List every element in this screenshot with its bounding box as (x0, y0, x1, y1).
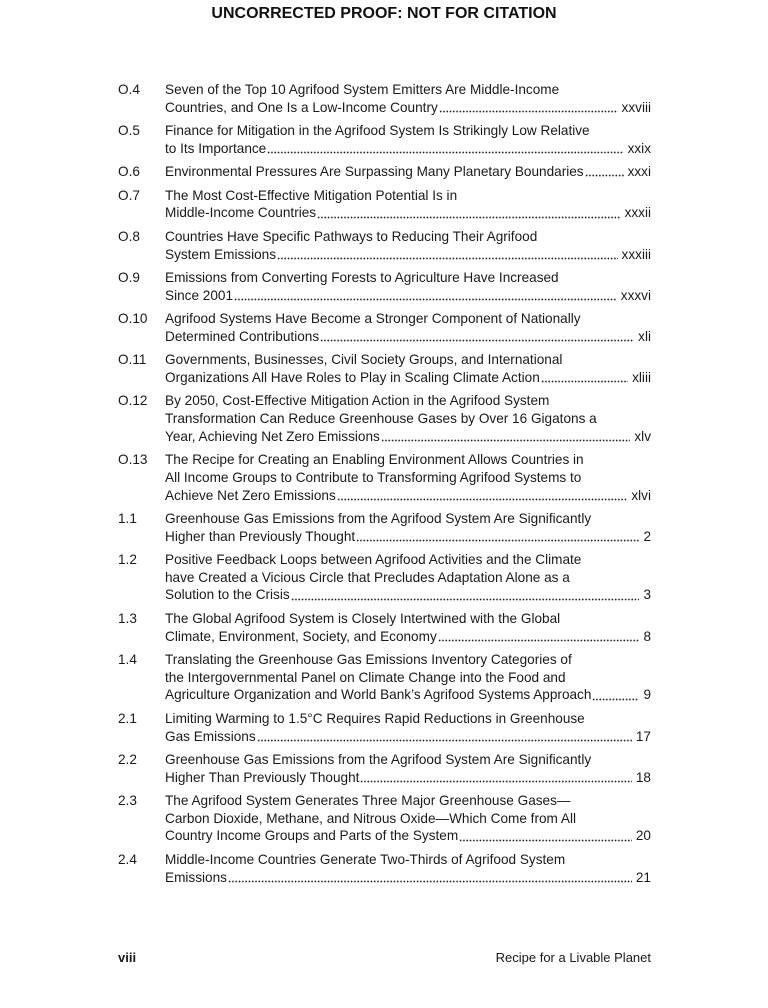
title-line: By 2050, Cost-Effective Mitigation Action in the Agrifood System (165, 393, 550, 409)
page-number: xlvi (631, 487, 651, 503)
title-line: Middle-Income Countries (165, 205, 317, 221)
toc-entry (118, 187, 651, 222)
page-number: 9 (643, 687, 651, 703)
title-line: Governments, Businesses, Civil Society Groups, and International (165, 352, 563, 368)
page-number: xxix (627, 140, 651, 156)
title-line: Gas Emissions (165, 728, 256, 744)
dot-leader (234, 287, 617, 305)
title-line: Carbon Dioxide, Methane, and Nitrous Oxide—Which Come from All (165, 810, 577, 826)
title-line: Countries Have Specific Pathways to Reducing Their Agrifood (165, 228, 538, 244)
title-line-with-page (165, 869, 651, 887)
title-line: Environmental Pressures Are Surpassing Many Planetary Boundaries (165, 164, 584, 180)
toc-entry (118, 451, 651, 504)
title-line: Agrifood Systems Have Become a Stronger Component of Nationally (165, 311, 581, 327)
figure-number: 2.3 (118, 793, 137, 809)
entry-title (165, 451, 651, 504)
entry-title (165, 187, 651, 222)
title-line: have Created a Vicious Circle that Precludes Adaptation Alone as a (165, 569, 570, 585)
title-line: System Emissions (165, 246, 277, 262)
dot-leader (459, 827, 632, 845)
title-line: Determined Contributions (165, 328, 320, 344)
toc-entry (118, 310, 651, 345)
title-line: Greenhouse Gas Emissions from the Agrifood System Are Significantly (165, 751, 592, 767)
page-number: 20 (635, 828, 651, 844)
figure-number: 1.1 (118, 510, 137, 526)
figure-number: 1.3 (118, 610, 137, 626)
toc-entry (118, 122, 651, 157)
toc-entry (118, 228, 651, 263)
title-line-with-page (165, 369, 651, 387)
page-number: 18 (635, 769, 651, 785)
toc-entry (118, 851, 651, 886)
title-line-with-page (165, 827, 651, 845)
page-number: xlv (634, 428, 651, 444)
dot-leader (381, 428, 631, 446)
figure-number: O.9 (118, 269, 140, 285)
title-line: Emissions (165, 869, 227, 885)
entry-title (165, 163, 651, 181)
entry-title (165, 228, 651, 263)
toc-entry (118, 751, 651, 786)
figure-number: 1.4 (118, 652, 137, 668)
entry-title (165, 851, 651, 886)
toc-entry (118, 551, 651, 604)
toc-entry (118, 392, 651, 445)
dot-leader (267, 140, 623, 158)
dot-leader (317, 204, 620, 222)
figure-number: O.11 (118, 352, 147, 368)
proof-notice: UNCORRECTED PROOF: NOT FOR CITATION (211, 5, 557, 22)
title-line: Climate, Environment, Society, and Economy (165, 628, 437, 644)
title-line-with-page (165, 487, 651, 505)
page-number: xxxi (627, 164, 651, 180)
title-line: Solution to the Crisis (165, 587, 290, 603)
entry-title (165, 310, 651, 345)
figure-number: 2.2 (118, 751, 137, 767)
title-line: Since 2001 (165, 287, 234, 303)
page-number: 17 (635, 728, 651, 744)
entry-title (165, 551, 651, 604)
title-line: Country Income Groups and Parts of the System (165, 828, 459, 844)
page-number: 3 (643, 587, 651, 603)
title-line: Higher Than Previously Thought (165, 769, 360, 785)
entry-title (165, 81, 651, 116)
dot-leader (277, 246, 618, 264)
entry-title (165, 122, 651, 157)
dot-leader (438, 628, 640, 646)
title-line-with-page (165, 204, 651, 222)
dot-leader (439, 99, 618, 117)
figure-number: O.13 (118, 452, 148, 468)
title-line: Higher than Previously Thought (165, 528, 356, 544)
toc-entry (118, 651, 651, 704)
title-line: Limiting Warming to 1.5°C Requires Rapid Reductions in Greenhouse (165, 710, 585, 726)
title-line-with-page (165, 586, 651, 604)
entry-title (165, 751, 651, 786)
page-number: xli (638, 328, 651, 344)
entry-title (165, 510, 651, 545)
page-footer (118, 950, 651, 966)
dot-leader (228, 869, 632, 887)
page-number: xxxvi (620, 287, 651, 303)
folio: viii (118, 950, 137, 965)
title-line: The Agrifood System Generates Three Major Greenhouse Gases— (165, 793, 571, 809)
dot-leader (320, 328, 634, 346)
entry-title (165, 351, 651, 386)
page-number: xxxii (624, 205, 651, 221)
entry-title (165, 651, 651, 704)
figure-number: O.8 (118, 228, 140, 244)
toc-entry (118, 610, 651, 645)
page-number: 21 (635, 869, 651, 885)
toc-entry (118, 269, 651, 304)
title-line: Organizations All Have Roles to Play in Scaling Climate Action (165, 369, 540, 385)
title-line-with-page (165, 628, 651, 646)
title-line: to Its Importance (165, 140, 267, 156)
toc-entry (118, 710, 651, 745)
title-line: Agriculture Organization and World Bank’s Agrifood Systems Approach (165, 687, 592, 703)
title-line-with-page (165, 163, 651, 181)
dot-leader (541, 369, 628, 387)
dot-leader (356, 528, 639, 546)
figure-number: 2.1 (118, 710, 137, 726)
figure-number: O.10 (118, 311, 148, 327)
title-line-with-page (165, 428, 651, 446)
title-line: Finance for Mitigation in the Agrifood System Is Strikingly Low Relative (165, 123, 590, 139)
title-line: Positive Feedback Loops between Agrifood Activities and the Climate (165, 552, 582, 568)
toc-entry (118, 351, 651, 386)
dot-leader (592, 686, 639, 704)
figure-number: O.6 (118, 164, 140, 180)
running-title: Recipe for a Livable Planet (495, 950, 651, 965)
toc-list (118, 81, 651, 886)
title-line: Translating the Greenhouse Gas Emissions Inventory Categories of (165, 652, 572, 668)
toc-entry (118, 163, 651, 181)
title-line: Countries, and One Is a Low-Income Country (165, 99, 438, 115)
dot-leader (360, 769, 631, 787)
dot-leader (291, 586, 640, 604)
title-line: Middle-Income Countries Generate Two-Thirds of Agrifood System (165, 851, 566, 867)
title-line-with-page (165, 769, 651, 787)
title-line: the Intergovernmental Panel on Climate Change into the Food and (165, 669, 566, 685)
title-line: The Recipe for Creating an Enabling Environment Allows Countries in (165, 452, 584, 468)
page-number: xxxiii (621, 246, 651, 262)
entry-title (165, 792, 651, 845)
dot-leader (585, 163, 624, 181)
title-line-with-page (165, 140, 651, 158)
figure-number: 2.4 (118, 851, 137, 867)
title-line: The Most Cost-Effective Mitigation Potential Is in (165, 187, 458, 203)
title-line-with-page (165, 287, 651, 305)
title-line-with-page (165, 246, 651, 264)
figure-number: O.5 (118, 123, 140, 139)
title-line: Achieve Net Zero Emissions (165, 487, 336, 503)
title-line-with-page (165, 686, 651, 704)
title-line: Transformation Can Reduce Greenhouse Gases by Over 16 Gigatons a (165, 411, 597, 427)
figure-number: O.4 (118, 82, 140, 97)
page-number: 8 (643, 628, 651, 644)
title-line: Emissions from Converting Forests to Agriculture Have Increased (165, 269, 559, 285)
figure-number: O.12 (118, 393, 148, 409)
title-line: The Global Agrifood System is Closely Intertwined with the Global (165, 610, 561, 626)
page-number: 2 (643, 528, 651, 544)
dot-leader (257, 728, 632, 746)
entry-title (165, 392, 651, 445)
figure-number: O.7 (118, 187, 140, 203)
title-line-with-page (165, 528, 651, 546)
title-line: All Income Groups to Contribute to Transforming Agrifood Systems to (165, 469, 582, 485)
toc-entry (118, 792, 651, 845)
title-line: Year, Achieving Net Zero Emissions (165, 428, 380, 444)
page-number: xxviii (621, 99, 651, 115)
toc-entry (118, 510, 651, 545)
title-line-with-page (165, 328, 651, 346)
entry-title (165, 610, 651, 645)
entry-title (165, 710, 651, 745)
dot-leader (337, 487, 628, 505)
title-line: Greenhouse Gas Emissions from the Agrifood System Are Significantly (165, 510, 592, 526)
entry-title (165, 269, 651, 304)
title-line: Seven of the Top 10 Agrifood System Emitters Are Middle-Income (165, 82, 560, 97)
toc-entry (118, 81, 651, 116)
figure-number: 1.2 (118, 552, 137, 568)
title-line-with-page (165, 99, 651, 117)
title-line-with-page (165, 728, 651, 746)
page-number: xliii (632, 369, 651, 385)
